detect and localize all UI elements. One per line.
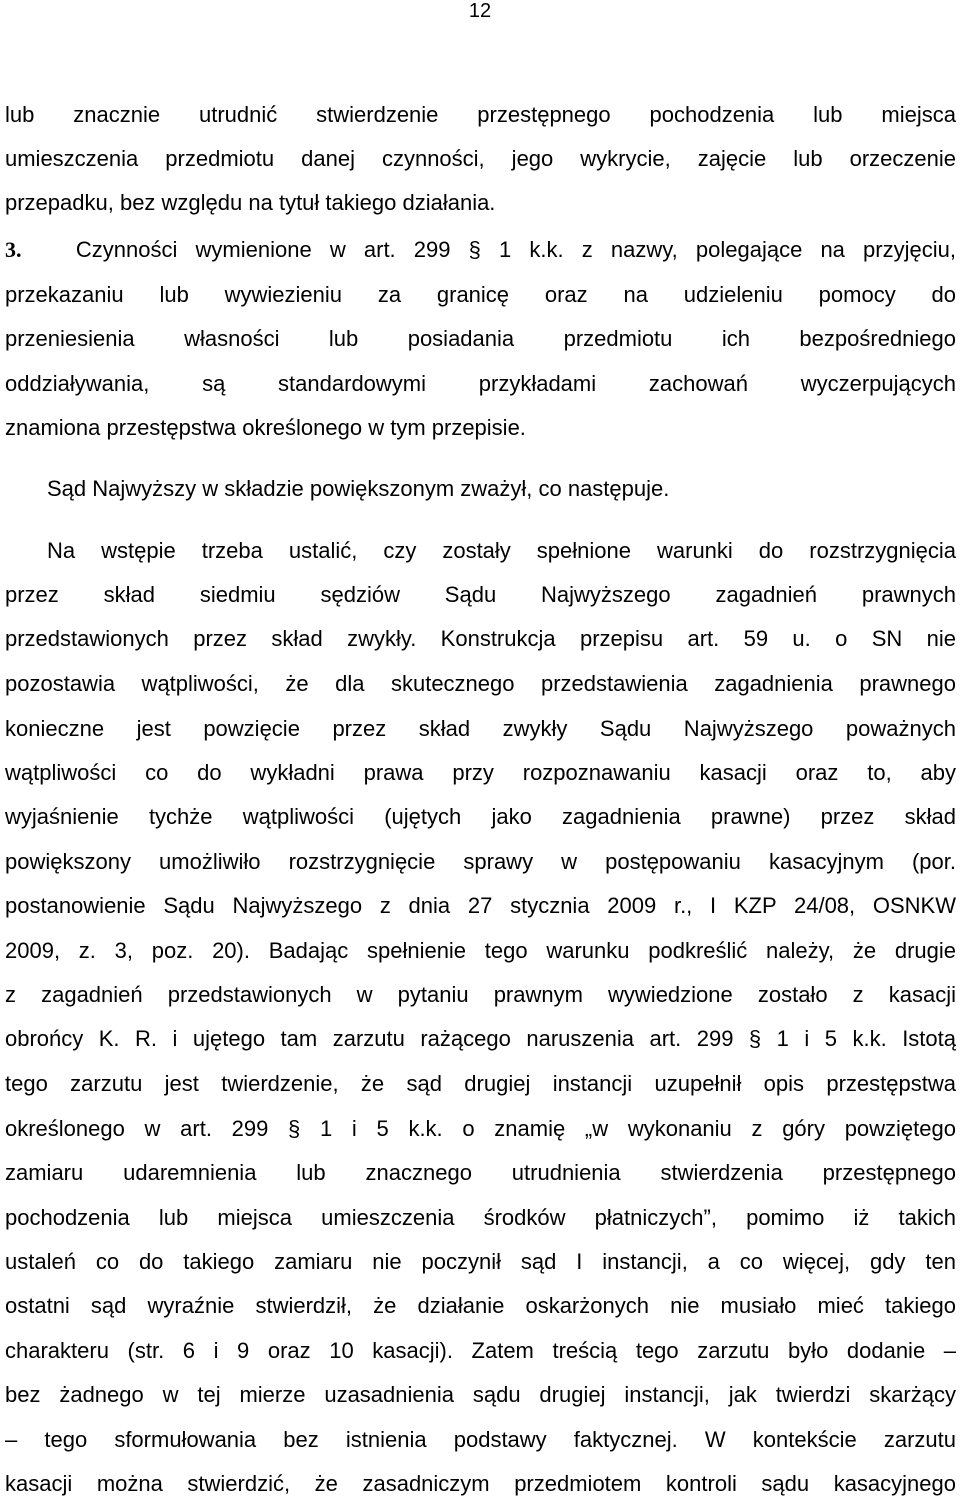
text-line: tego zarzutu jest twierdzenie, że sąd drugiej instancji uzupełnił opis przestępstwa: [5, 1071, 956, 1096]
text-line: Na wstępie trzeba ustalić, czy zostały spełnione warunki do rozstrzygnięcia: [47, 538, 956, 563]
text-line: bez żadnego w tej mierze uzasadnienia sądu drugiej instancji, jak twierdzi skarżący: [5, 1382, 956, 1407]
text-line: ustaleń co do takiego zamiaru nie poczynił sąd I instancji, a co więcej, gdy ten: [5, 1249, 956, 1274]
text-line: przepadku, bez względu na tytuł takiego działania.: [5, 190, 496, 215]
text-line: pochodzenia lub miejsca umieszczenia środków płatniczych”, pomimo iż takich: [5, 1205, 956, 1230]
text-line: ostatni sąd wyraźnie stwierdził, że działanie oskarżonych nie musiało mieć takiego: [5, 1293, 956, 1318]
text-line: konieczne jest powzięcie przez skład zwykły Sądu Najwyższego poważnych: [5, 716, 956, 741]
text-line: lub znacznie utrudnić stwierdzenie przestępnego pochodzenia lub miejsca: [5, 102, 956, 127]
text-line: powiększony umożliwiło rozstrzygnięcie sprawy w postępowaniu kasacyjnym (por.: [5, 849, 956, 874]
text-line: – tego sformułowania bez istnienia podstawy faktycznej. W kontekście zarzutu: [5, 1427, 956, 1452]
item-number: 3.: [5, 237, 22, 262]
text-line: przeniesienia własności lub posiadania przedmiotu ich bezpośredniego: [5, 326, 956, 351]
text-line: wyjaśnienie tychże wątpliwości (ujętych jako zagadnienia prawne) przez skład: [5, 804, 956, 829]
text-line: przedstawionych przez skład zwykły. Konstrukcja przepisu art. 59 u. o SN nie: [5, 626, 956, 651]
text-line: przekazaniu lub wywiezieniu za granicę oraz na udzieleniu pomocy do: [5, 282, 956, 307]
text-line: wątpliwości co do wykładni prawa przy rozpoznawaniu kasacji oraz to, aby: [5, 760, 956, 785]
text-line: charakteru (str. 6 i 9 oraz 10 kasacji). Zatem treścią tego zarzutu było dodanie –: [5, 1338, 956, 1363]
text-line: postanowienie Sądu Najwyższego z dnia 27 stycznia 2009 r., I KZP 24/08, OSNKW: [5, 893, 956, 918]
numbered-line: [5, 235, 956, 265]
text-line: zamiaru udaremnienia lub znacznego utrudnienia stwierdzenia przestępnego: [5, 1160, 956, 1185]
text-line: przez skład siedmiu sędziów Sądu Najwyższego zagadnień prawnych: [5, 582, 956, 607]
text-line: znamiona przestępstwa określonego w tym przepisie.: [5, 415, 526, 440]
text-line: kasacji można stwierdzić, że zasadniczym przedmiotem kontroli sądu kasacyjnego: [5, 1471, 956, 1496]
text-line: obrońcy K. R. i ujętego tam zarzutu rażącego naruszenia art. 299 § 1 i 5 k.k. Istotą: [5, 1026, 956, 1051]
text-line: określonego w art. 299 § 1 i 5 k.k. o znamię „w wykonaniu z góry powziętego: [5, 1116, 956, 1141]
section-heading: Sąd Najwyższy w składzie powiększonym zważył, co następuje.: [47, 476, 670, 501]
item-text: Czynności wymienione w art. 299 § 1 k.k. z nazwy, polegające na przyjęciu,: [75, 237, 956, 262]
text-line: 2009, z. 3, poz. 20). Badając spełnienie tego warunku podkreślić należy, że drugie: [5, 938, 956, 963]
text-line: pozostawia wątpliwości, że dla skutecznego przedstawienia zagadnienia prawnego: [5, 671, 956, 696]
text-line: umieszczenia przedmiotu danej czynności, jego wykrycie, zajęcie lub orzeczenie: [5, 146, 956, 171]
page-number: 12: [468, 0, 492, 22]
text-line: oddziaływania, są standardowymi przykładami zachowań wyczerpujących: [5, 371, 956, 396]
text-line: z zagadnień przedstawionych w pytaniu prawnym wywiedzione zostało z kasacji: [5, 982, 956, 1007]
